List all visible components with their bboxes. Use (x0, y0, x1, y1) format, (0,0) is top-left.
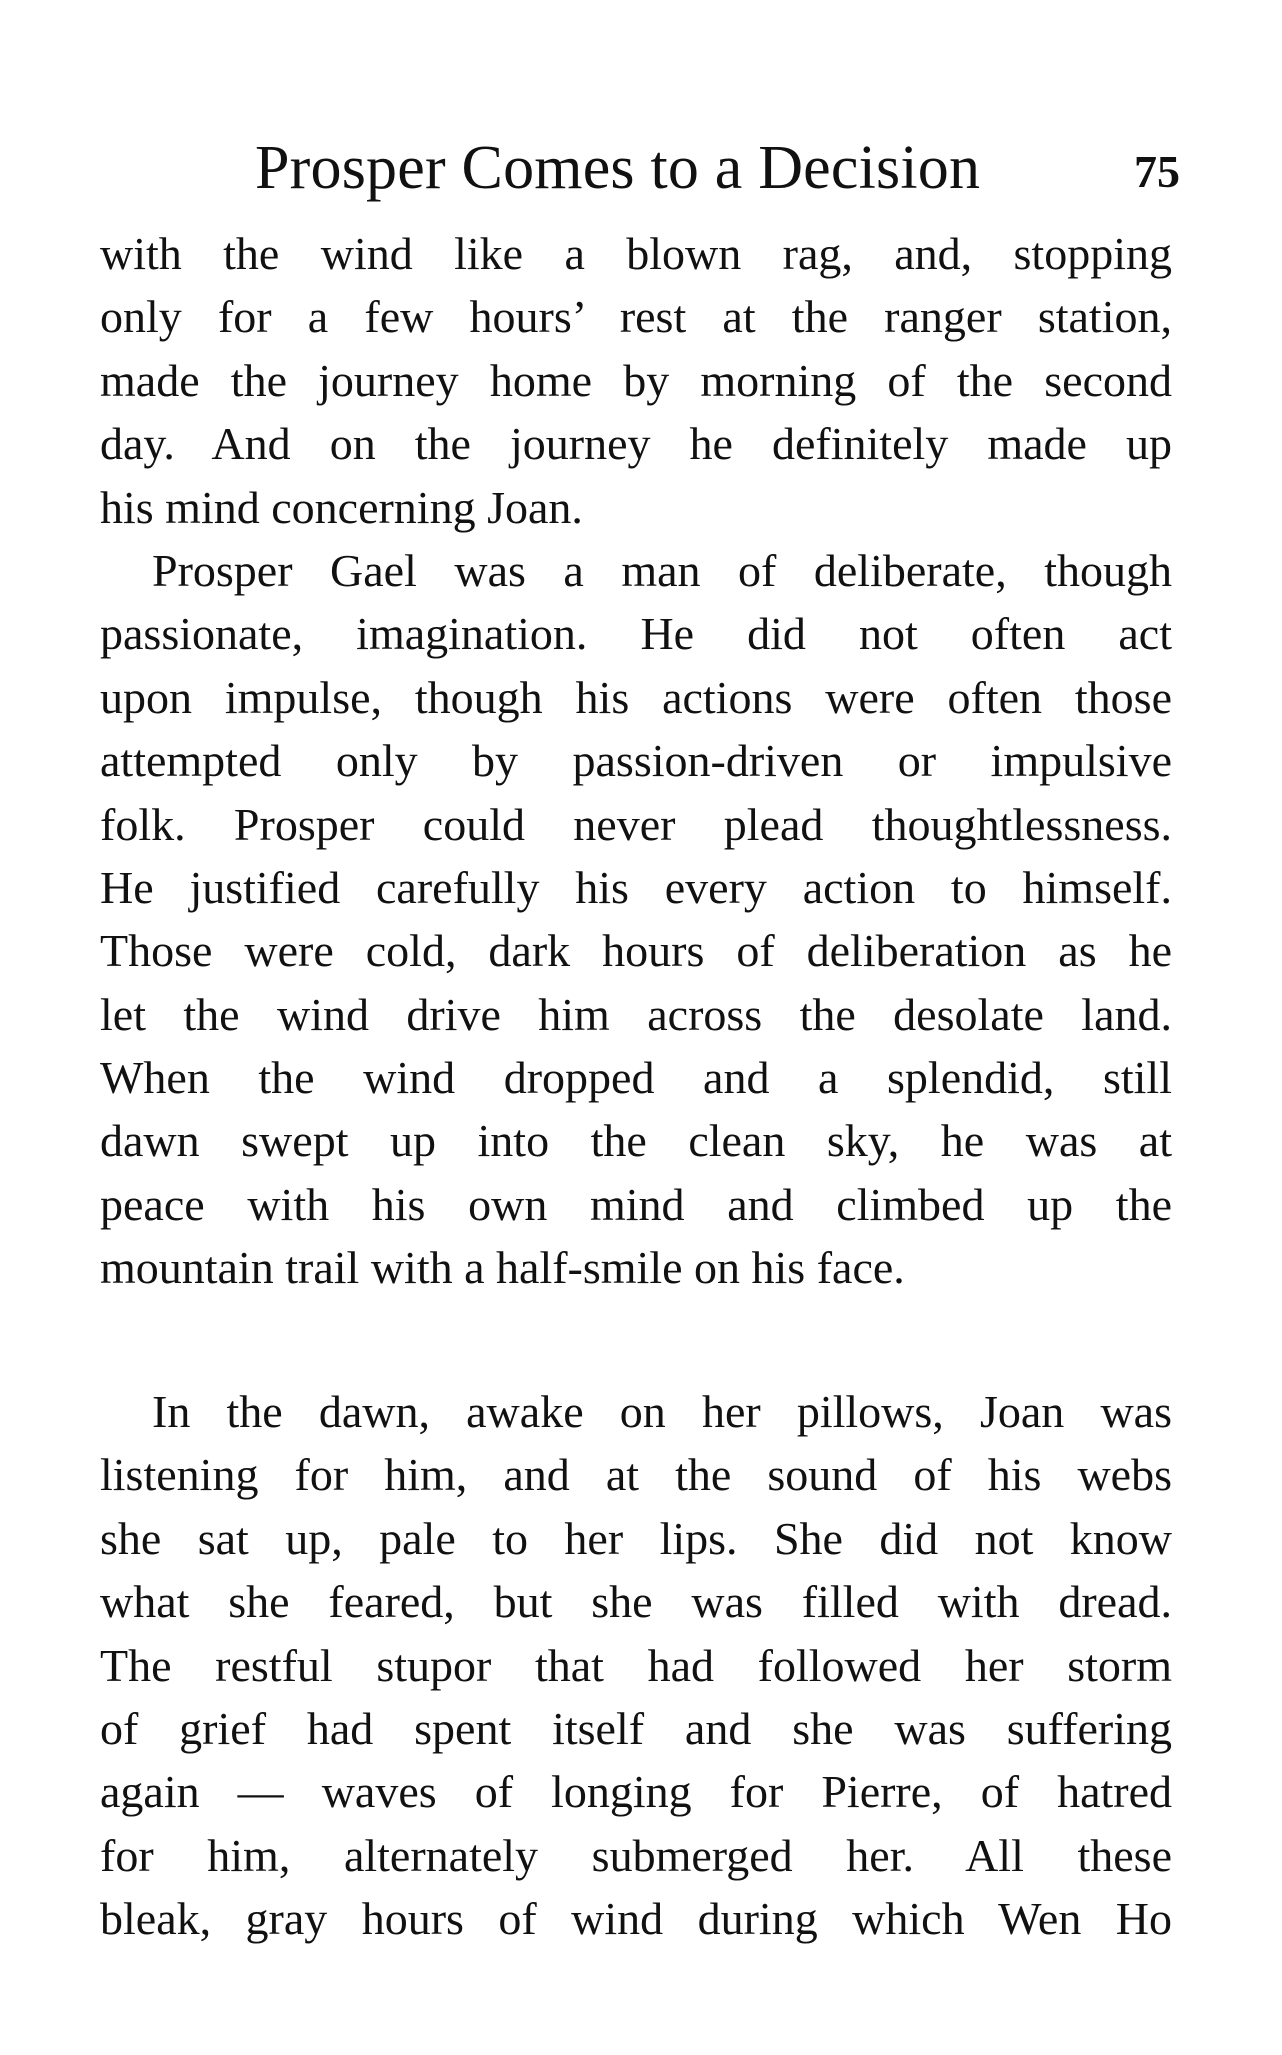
text-line: his mind concerning Joan. (100, 481, 583, 533)
text-line: day. And on the journey he definitely made up (100, 418, 1172, 470)
text-line: In the dawn, awake on her pillows, Joan was (152, 1386, 1172, 1437)
chapter-title: Prosper Comes to a Decision (255, 134, 981, 202)
body-text-top (100, 222, 1172, 1300)
text-line: He justified carefully his every action to himself. (100, 861, 1172, 913)
page-number: 75 (1134, 146, 1180, 197)
text-line: upon impulse, though his actions were often those (100, 671, 1172, 723)
text-line: When the wind dropped and a splendid, still (100, 1052, 1172, 1104)
paragraph-1 (100, 222, 1172, 539)
text-line: she sat up, pale to her lips. She did not know (100, 1512, 1172, 1564)
text-line: for him, alternately submerged her. All these (100, 1829, 1172, 1881)
text-line: attempted only by passion-driven or impulsive (100, 735, 1172, 787)
text-line: The restful stupor that had followed her storm (100, 1639, 1172, 1691)
text-line: mountain trail with a half-smile on his face. (100, 1242, 905, 1294)
running-head (100, 128, 1180, 208)
text-line: bleak, gray hours of wind during which Wen Ho (100, 1893, 1172, 1945)
text-line: what she feared, but she was filled with dread. (100, 1576, 1172, 1628)
text-line: again — waves of longing for Pierre, of hatred (100, 1766, 1172, 1818)
text-line: of grief had spent itself and she was suffering (100, 1702, 1172, 1754)
paragraph-2 (100, 539, 1172, 1300)
text-line: only for a few hours’ rest at the ranger station, (100, 291, 1172, 343)
text-line: made the journey home by morning of the second (100, 354, 1172, 406)
text-line: Prosper Gael was a man of deliberate, though (152, 544, 1172, 596)
text-line: listening for him, and at the sound of his webs (100, 1449, 1172, 1501)
text-line: with the wind like a blown rag, and, stopping (100, 228, 1172, 279)
text-line: let the wind drive him across the desolate land. (100, 988, 1172, 1040)
text-line: dawn swept up into the clean sky, he was at (100, 1115, 1172, 1167)
paragraph-3 (100, 1380, 1172, 1951)
text-line: Those were cold, dark hours of deliberation as he (100, 925, 1172, 977)
body-text-section-break (100, 1380, 1172, 1951)
text-line: passionate, imagination. He did not often act (100, 608, 1172, 660)
text-line: folk. Prosper could never plead thoughtlessness. (100, 798, 1172, 850)
text-line: peace with his own mind and climbed up the (100, 1178, 1172, 1230)
